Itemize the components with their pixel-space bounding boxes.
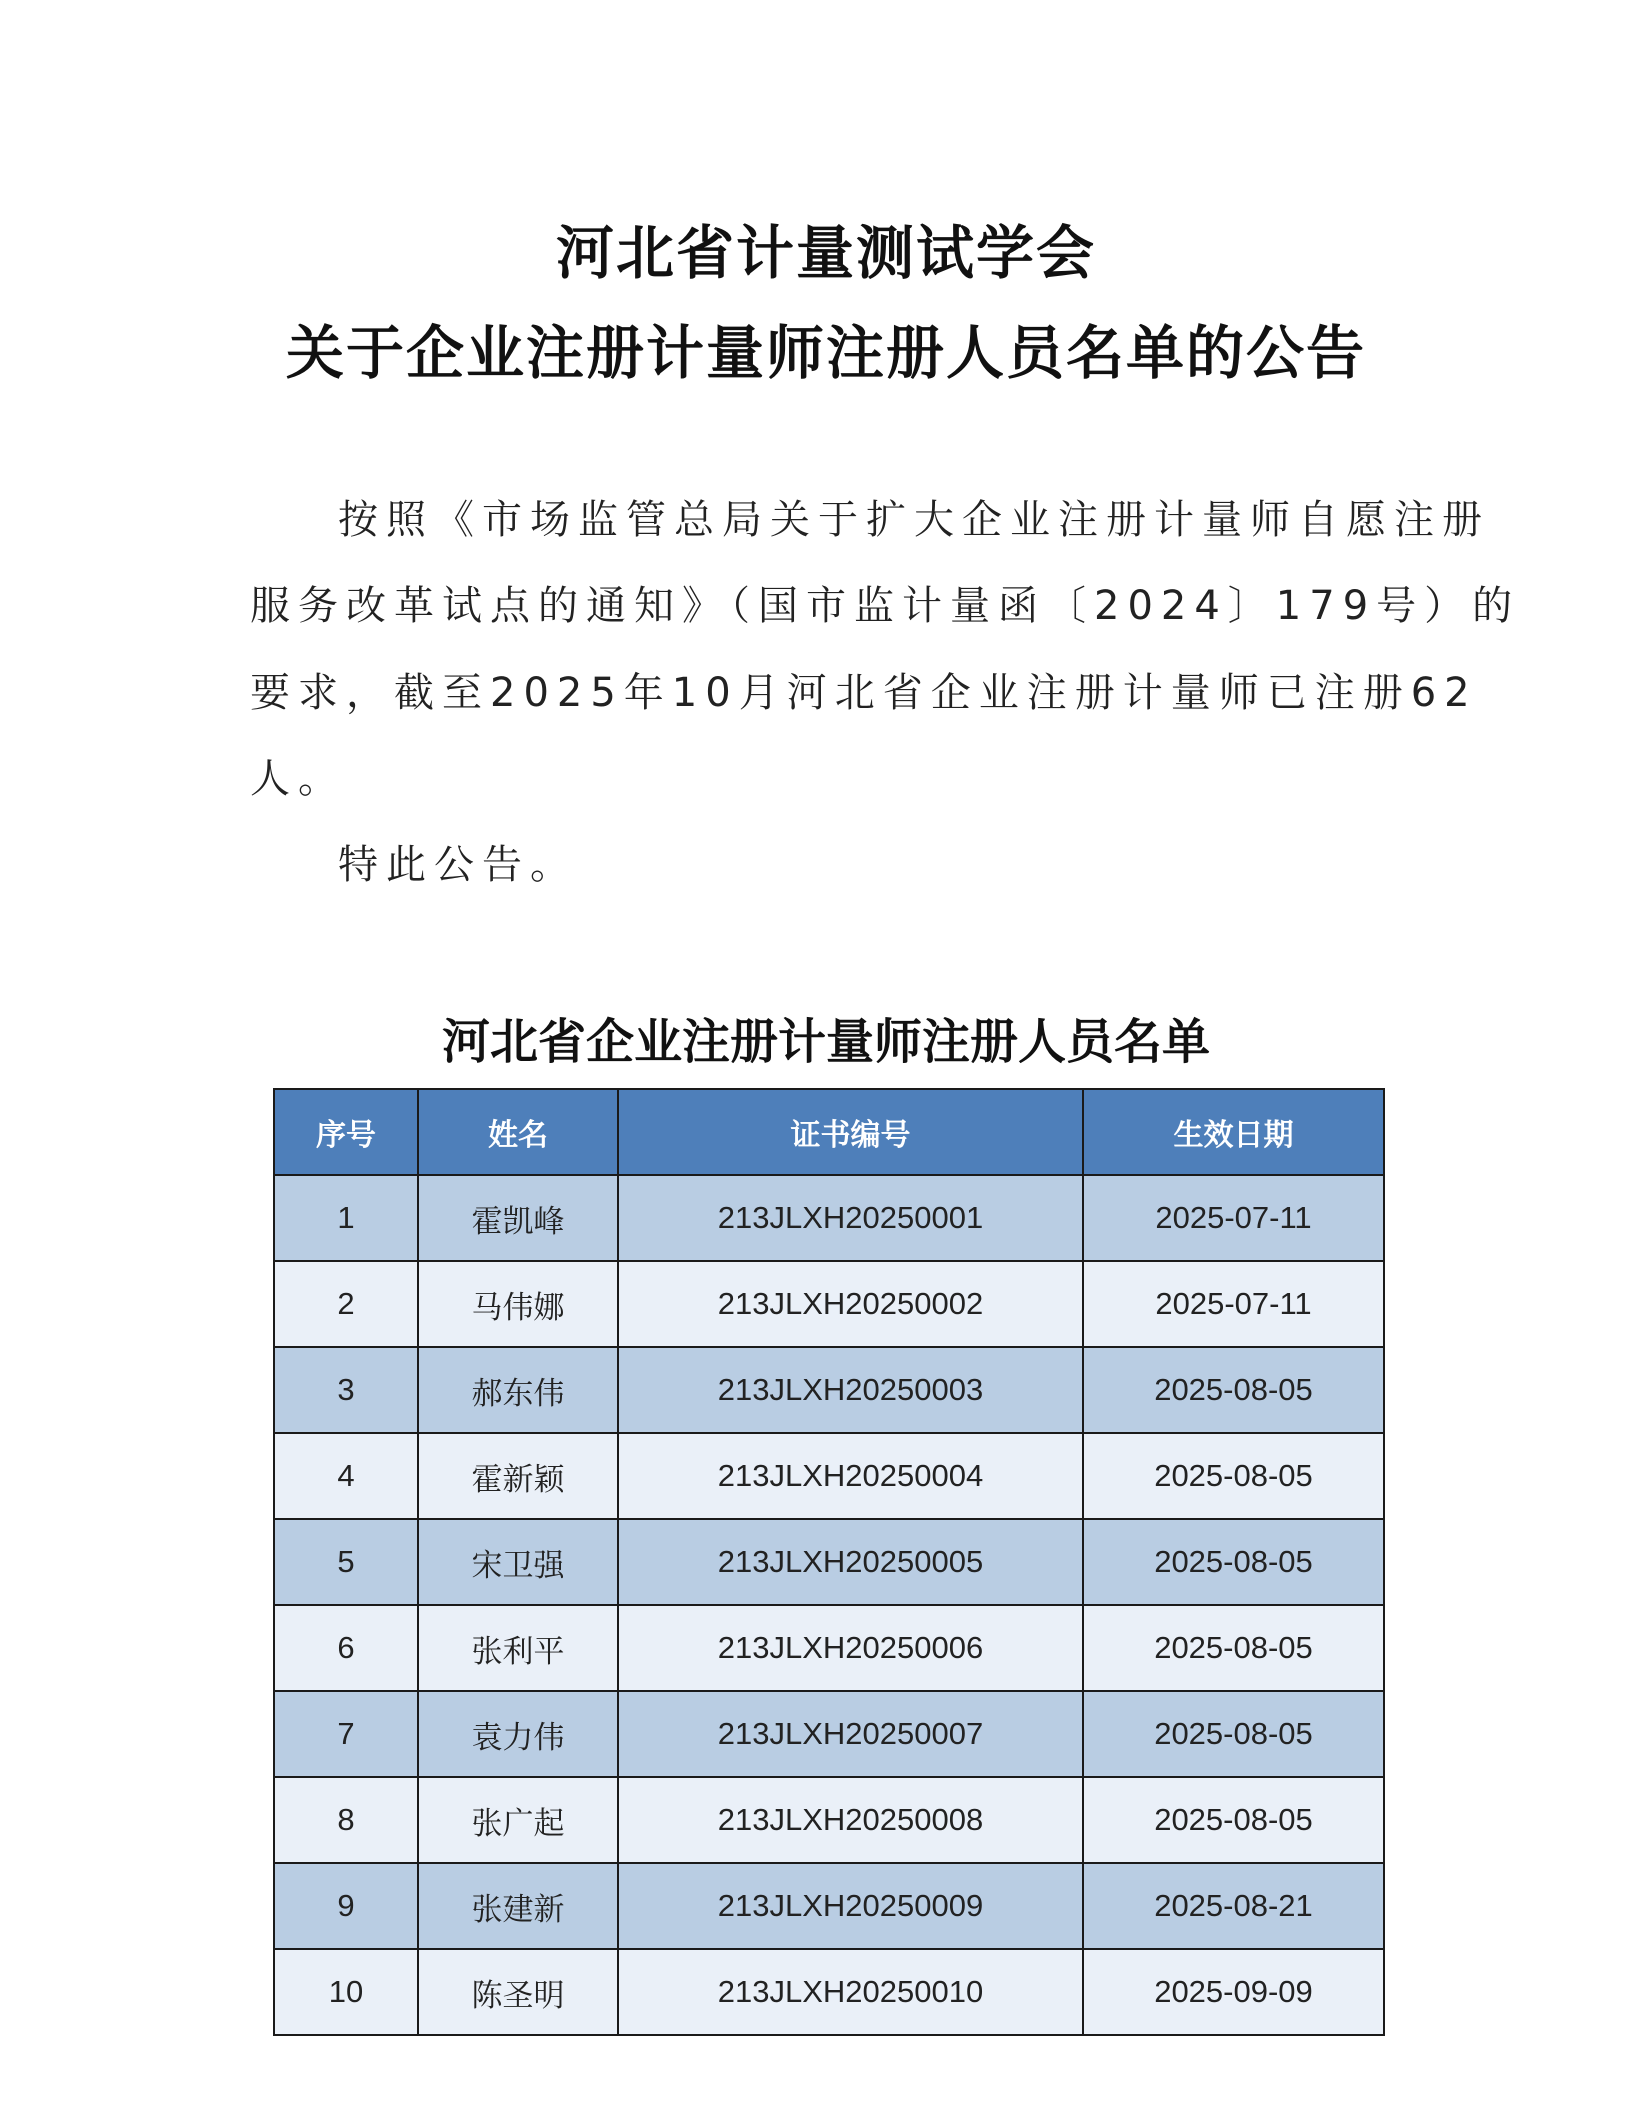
cell-name: 马伟娜 xyxy=(418,1261,618,1347)
table-row xyxy=(274,1261,1384,1347)
cell-certificate: 213JLXH20250006 xyxy=(618,1605,1083,1691)
table-row xyxy=(274,1433,1384,1519)
cell-name: 袁力伟 xyxy=(418,1691,618,1777)
table-row xyxy=(274,1605,1384,1691)
column-header-number: 序号 xyxy=(274,1089,418,1175)
body-line-1: 按照《市场监管总局关于扩大企业注册计量师自愿注册 xyxy=(338,497,1490,543)
table-row xyxy=(274,1175,1384,1261)
cell-name: 陈圣明 xyxy=(418,1949,618,2035)
table-header-row xyxy=(274,1089,1384,1175)
cell-number: 1 xyxy=(274,1175,418,1261)
body-line-4: 人。 xyxy=(250,756,346,802)
cell-certificate: 213JLXH20250002 xyxy=(618,1261,1083,1347)
cell-certificate: 213JLXH20250001 xyxy=(618,1175,1083,1261)
cell-name: 霍新颖 xyxy=(418,1433,618,1519)
cell-name: 郝东伟 xyxy=(418,1347,618,1433)
cell-date: 2025-08-05 xyxy=(1083,1519,1384,1605)
cell-name: 张广起 xyxy=(418,1777,618,1863)
cell-certificate: 213JLXH20250007 xyxy=(618,1691,1083,1777)
roster-table xyxy=(273,1088,1385,2036)
cell-number: 2 xyxy=(274,1261,418,1347)
cell-date: 2025-08-21 xyxy=(1083,1863,1384,1949)
cell-number: 3 xyxy=(274,1347,418,1433)
cell-name: 张建新 xyxy=(418,1863,618,1949)
cell-number: 9 xyxy=(274,1863,418,1949)
cell-certificate: 213JLXH20250008 xyxy=(618,1777,1083,1863)
cell-name: 霍凯峰 xyxy=(418,1175,618,1261)
closing-line: 特此公告。 xyxy=(338,842,578,888)
table-row xyxy=(274,1777,1384,1863)
cell-number: 10 xyxy=(274,1949,418,2035)
table-row xyxy=(274,1863,1384,1949)
body-line-2: 服务改革试点的通知》（国市监计量函〔2024〕179号）的 xyxy=(250,583,1521,629)
announcement-title-line2: 关于企业注册计量师注册人员名单的公告 xyxy=(285,319,1366,387)
table-row xyxy=(274,1519,1384,1605)
table-row xyxy=(274,1691,1384,1777)
cell-certificate: 213JLXH20250009 xyxy=(618,1863,1083,1949)
column-header-certificate: 证书编号 xyxy=(618,1089,1083,1175)
cell-certificate: 213JLXH20250004 xyxy=(618,1433,1083,1519)
cell-date: 2025-08-05 xyxy=(1083,1347,1384,1433)
cell-number: 8 xyxy=(274,1777,418,1863)
table-row xyxy=(274,1347,1384,1433)
cell-name: 宋卫强 xyxy=(418,1519,618,1605)
cell-date: 2025-08-05 xyxy=(1083,1777,1384,1863)
cell-number: 7 xyxy=(274,1691,418,1777)
roster-table-title: 河北省企业注册计量师注册人员名单 xyxy=(441,1014,1210,1070)
cell-number: 5 xyxy=(274,1519,418,1605)
announcement-title-line1: 河北省计量测试学会 xyxy=(555,219,1096,287)
cell-date: 2025-07-11 xyxy=(1083,1175,1384,1261)
cell-certificate: 213JLXH20250003 xyxy=(618,1347,1083,1433)
column-header-effective-date: 生效日期 xyxy=(1083,1089,1384,1175)
cell-number: 6 xyxy=(274,1605,418,1691)
cell-date: 2025-08-05 xyxy=(1083,1605,1384,1691)
column-header-name: 姓名 xyxy=(418,1089,618,1175)
cell-certificate: 213JLXH20250005 xyxy=(618,1519,1083,1605)
cell-name: 张利平 xyxy=(418,1605,618,1691)
body-line-3: 要求，截至2025年10月河北省企业注册计量师已注册62 xyxy=(250,670,1478,716)
cell-number: 4 xyxy=(274,1433,418,1519)
cell-date: 2025-08-05 xyxy=(1083,1433,1384,1519)
cell-date: 2025-07-11 xyxy=(1083,1261,1384,1347)
table-row xyxy=(274,1949,1384,2035)
cell-date: 2025-09-09 xyxy=(1083,1949,1384,2035)
cell-date: 2025-08-05 xyxy=(1083,1691,1384,1777)
cell-certificate: 213JLXH20250010 xyxy=(618,1949,1083,2035)
